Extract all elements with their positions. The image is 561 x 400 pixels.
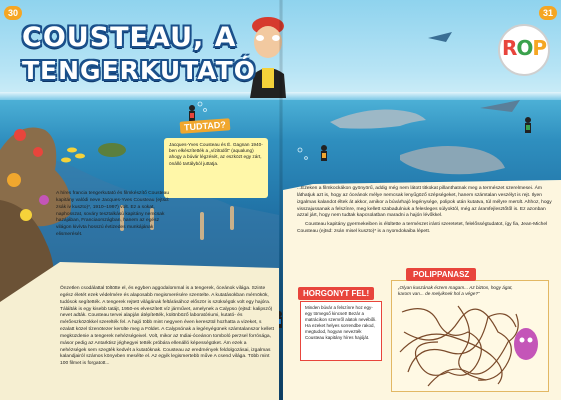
article-title-line2: TENGERKUTATÓ [22,56,256,85]
tudtad-label: TUDTAD? [180,118,231,133]
fish-school [61,148,85,163]
whale [400,146,505,174]
rop-letter-o: O [516,36,533,60]
diver-2 [316,144,332,164]
turtle [98,143,126,157]
rop-letter-r: R [501,36,517,60]
article-intro-text: A híres francia tengerkutató és filmkészítő Cousteau kapitány valódi neve Jacques-Yves Cousteau (ejtsd: zsák iv kuszto)*, 1910–1997) volt. Ez a sokat, naphosszat, sováry tesztalkású kapitány nemcsak hazájában, Franciaországban, hanem az egész világon kivívta hosszú évtizedes munkájának elismerését. [56,191,170,238]
rop-letter-p: P [532,36,547,60]
page-number-left: 30 [4,6,22,20]
octopus-head [514,328,538,360]
dolphin [330,110,426,129]
article-title-line1: COUSTEAU, A [22,22,237,53]
page-number-right: 31 [539,6,557,20]
article-body-text: Önzetlen csodálattal töltötte el, és egyben aggodalommal is a tengerek, óceánok világa. Szinte egész életét ezek védelmére és alaposabb megismerésére szentelte. A kutatásokban mérnökök, tudósok segítették. A tengerek rejtett világának feltárásához először is szükségük volt egy hajóra. Tálálták is egy kisebb tatájt, 1950-es elveszített víz járművet, amelynek a Calypso (ejtsd: kalipszó) nevet adták. Cousteau tervei alapján átépítették, különböző laboratóriumi, kutató- és mérőeszközökkel szerelték fel. A hajó több mint negyven éven keresztül hozhatta a vizeket, s ezalatt közel tízenötezer kerülte meg a Földet. A Calypsónak a legényégünek számtalanszor kellett megküzdenie a tengerek nehézségeivel. Volt, mikor az Indiai-óceánon tomboló perzsel forrósága, másor pedig az Antarktisz jéghegyei tették próbára ellenálló képességüket. Ám ezek a nehézségek sem szegték kedvét a kutatóknak. Cousteau az eredmények feldolgozásai, izgalmas kalandjairól számos könyvben mesélte el. Az egyik legismertebb műve A csend világa. Több mint 100 filmet is forgatott... [60,286,274,367]
polippanasz-question: „Olyan kuszának érzem magam... Az biztos, hogy ágat, karom van... de melyiknek hol a vége?” [398,285,513,296]
octopus-maze-puzzle[interactable] [398,302,544,388]
right-paragraph-1: ...Ezeken a filmkockákon gyönyörű, addig még nem látott titkokat pillanthatnak meg a természet szerelmesei. Ám láthatjuk azt is, hogy az óceánok mélye nemcsak lenyűgöző szépségeket, hanem számtalan veszélyt is rejt. Ilyen izgalmas kalandot éltek át akkor, amikor a búvárhajó legénysége, polipok után kutatva, túl mélyre merült. Ahhoz, hogy visszajussanak a felszínre, meg kellett szabadulniuk a felesleges súlyoktól, még az áramfejlesztőtől is. Ez azonban azzal járt, hogy nem tudtak kapcsolatban maradni a hajón lévőkkel. [297,186,552,219]
right-paragraph-2: Cousteau kapitány gyermekeiben is élültette a természet iránti szeretetet, felelősségtudatot, így fia, Jean-Michel Cousteau (ejtsd: zsán misel kuszto)* is a nyomdokaiba lépett. [297,222,548,235]
horgony-fel-box: Minden búvár a felszínre hoz egy-egy tömegső kincset! Bezár a matrácikon szemről alatok nevébőli. Ha ezeket helyes sorrendbe rakod, megtudod, hogyan nevezték Cousteau kapitány híres hajóját. [300,301,382,361]
page-gutter [279,0,283,400]
diver-3 [520,116,536,136]
cousteau-caricature [232,12,304,98]
tudtad-box: Jacques-Yves Cousteau és É. Gagnan 1940-ben elkészítették a „vízitüdőt” (aqualung) ahogy a búvár légzését, az eszközt egy zárt, önálló tartályból juttatja. [164,138,268,198]
polippanasz-label: POLIPPANASZ [406,268,476,281]
horgony-fel-label: HORGONYT FEL! [298,287,374,300]
rop-logo [498,24,550,76]
rop-logo-letters [500,36,548,60]
manta-ray [480,100,520,112]
flying-fish [428,32,452,42]
right-article-text [297,186,552,236]
